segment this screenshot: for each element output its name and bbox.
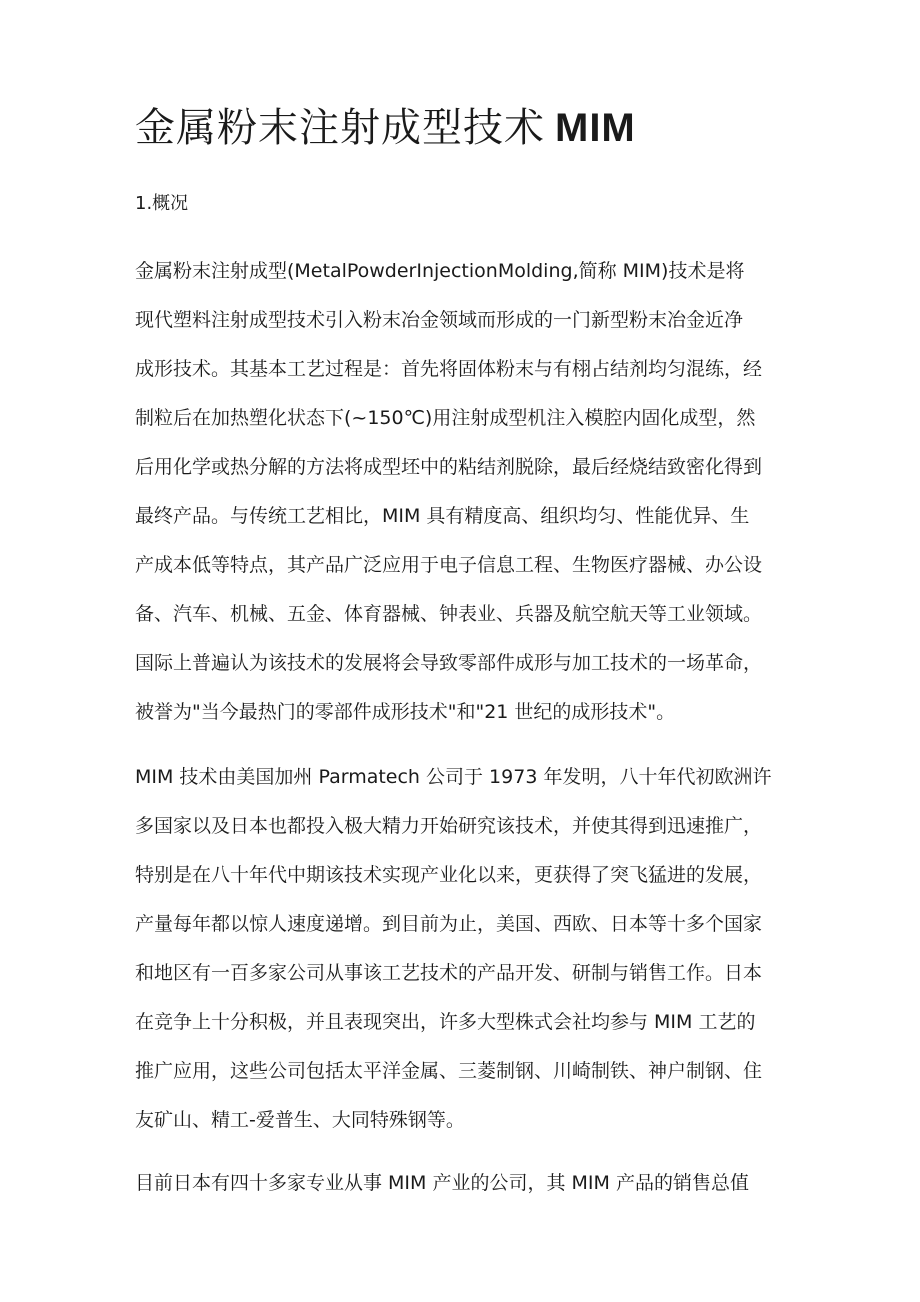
- paragraph-line: 在竞争上十分积极，并且表现突出，许多大型株式会社均参与 MIM 工艺的: [135, 1011, 756, 1033]
- paragraph-line: 产量每年都以惊人速度递增。到目前为止，美国、西欧、日本等十多个国家: [135, 913, 763, 935]
- document-title-latin: MIM: [555, 106, 636, 150]
- paragraph-line: 国际上普遍认为该技术的发展将会导致零部件成形与加工技术的一场革命，: [135, 652, 763, 674]
- paragraph-line: 产成本低等特点，其产品广泛应用于电子信息工程、生物医疗器械、办公设: [135, 554, 763, 576]
- paragraph-line: 特别是在八十年代中期该技术实现产业化以来，更获得了突飞猛进的发展，: [135, 864, 763, 886]
- paragraph-history: [135, 762, 771, 1154]
- paragraph-japan-market: [135, 1168, 749, 1217]
- paragraph-line: 友矿山、精工-爱普生、大同特殊钢等。: [135, 1109, 465, 1131]
- paragraph-overview: [135, 256, 762, 746]
- paragraph-line: 最终产品。与传统工艺相比，MIM 具有精度高、组织均匀、性能优异、生: [135, 505, 750, 527]
- paragraph-line: 金属粉末注射成型(MetalPowderInjectionMolding,简称 MIM)技术是将: [135, 260, 745, 282]
- section-heading: 1.概况: [135, 193, 189, 214]
- paragraph-line: MIM 技术由美国加州 Parmatech 公司于 1973 年发明，八十年代初欧洲许: [135, 766, 772, 788]
- paragraph-line: 现代塑料注射成型技术引入粉末冶金领域而形成的一门新型粉末冶金近净: [135, 309, 744, 331]
- paragraph-line: 推广应用，这些公司包括太平洋金属、三菱制钢、川崎制铁、神户制钢、住: [135, 1060, 763, 1082]
- document-title-cn: 金属粉末注射成型技术: [135, 105, 545, 151]
- paragraph-line: 多国家以及日本也都投入极大精力开始研究该技术，并使其得到迅速推广，: [135, 815, 763, 837]
- document-title: [135, 100, 636, 156]
- paragraph-line: 后用化学或热分解的方法将成型坯中的粘结剂脱除，最后经烧结致密化得到: [135, 456, 763, 478]
- paragraph-line: 备、汽车、机械、五金、体育器械、钟表业、兵器及航空航天等工业领域。: [135, 603, 763, 625]
- paragraph-line: 目前日本有四十多家专业从事 MIM 产业的公司，其 MIM 产品的销售总值: [135, 1172, 749, 1194]
- paragraph-line: 制粒后在加热塑化状态下(~150℃)用注射成型机注入模腔内固化成型，然: [135, 407, 756, 429]
- paragraph-line: 和地区有一百多家公司从事该工艺技术的产品开发、研制与销售工作。日本: [135, 962, 763, 984]
- paragraph-line: 被誉为"当今最热门的零部件成形技术"和"21 世纪的成形技术"。: [135, 701, 676, 723]
- paragraph-line: 成形技术。其基本工艺过程是：首先将固体粉末与有栩占结剂均匀混练，经: [135, 358, 763, 380]
